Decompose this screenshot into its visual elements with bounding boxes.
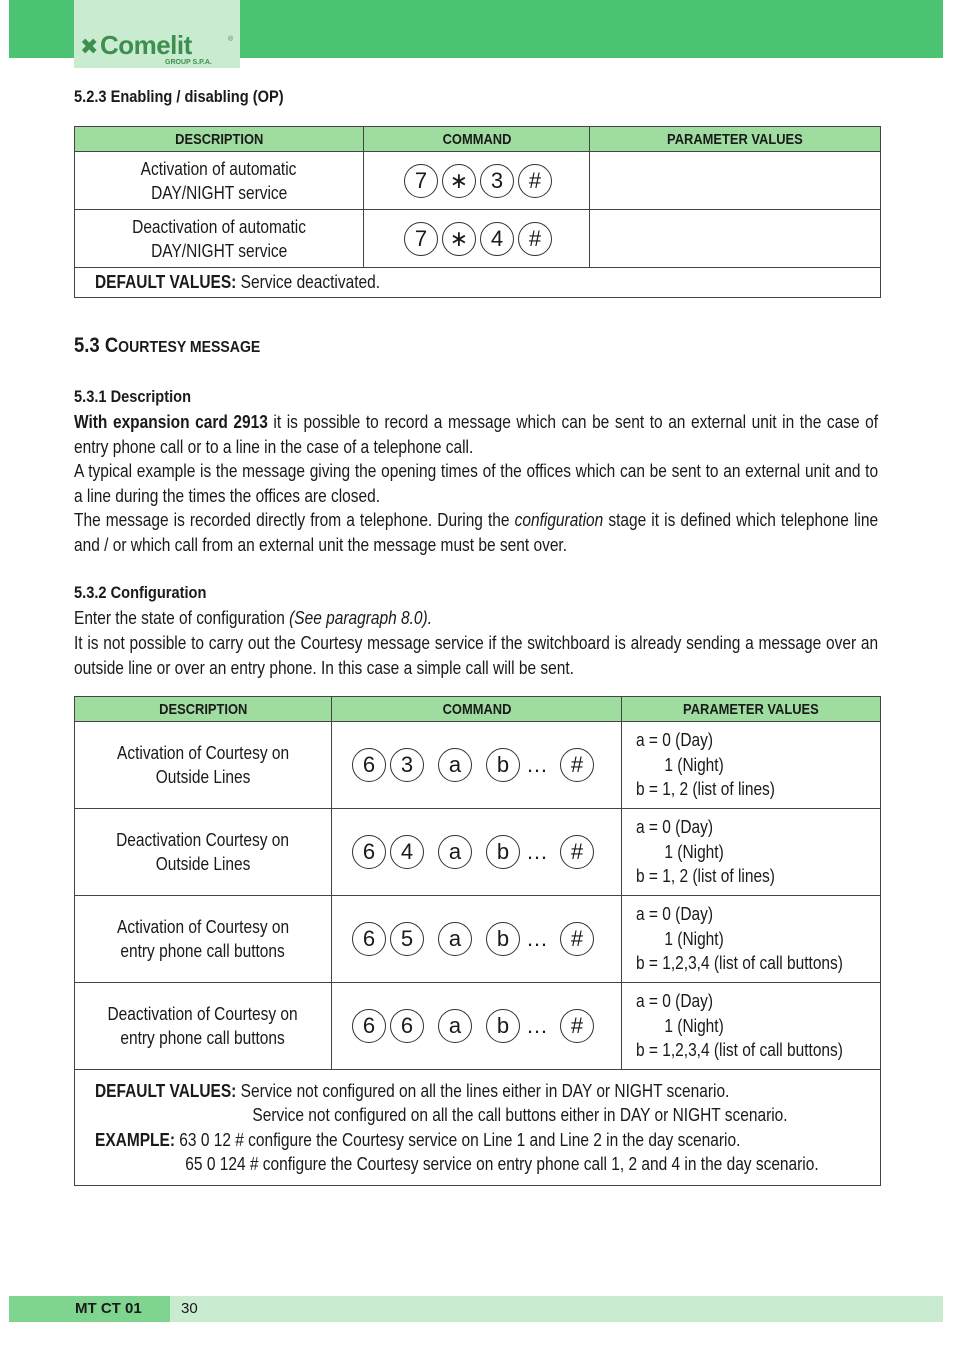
- key-b: b: [486, 922, 520, 956]
- key-a: a: [438, 835, 472, 869]
- col-header-description: DESCRIPTION: [75, 697, 332, 722]
- table-row: [75, 809, 881, 896]
- ellipsis: …: [526, 1013, 548, 1038]
- row-command: [364, 152, 590, 210]
- row-command: [332, 809, 622, 896]
- row-command: [332, 896, 622, 983]
- description-paragraph-3: The message is recorded directly from a telephone. During the configuration stage it is defined which telephone line and / or which call from an external unit the message must be sent over.: [74, 510, 879, 555]
- key-7: 7: [404, 222, 438, 256]
- row-description: Deactivation of Courtesy on entry phone call buttons: [75, 983, 332, 1070]
- default-values-row: [75, 268, 881, 298]
- row-command: [364, 210, 590, 268]
- table-row: [75, 210, 881, 268]
- section-532-title: 5.3.2 Configuration: [74, 583, 207, 602]
- row-description: Activation of automatic DAY/NIGHT service: [75, 152, 364, 210]
- configuration-paragraph-1: Enter the state of configuration (See paragraph 8.0).: [74, 608, 433, 628]
- op-command-table: [74, 126, 881, 298]
- key-a: a: [438, 1009, 472, 1043]
- ellipsis: …: [526, 839, 548, 864]
- row-parameters: a = 0 (Day) 1 (Night) b = 1,2,3,4 (list of call buttons): [622, 896, 881, 983]
- row-parameters: [590, 152, 881, 210]
- table-row: [75, 896, 881, 983]
- key-7: 7: [404, 164, 438, 198]
- table-row: [75, 983, 881, 1070]
- comelit-logo: ✖Comelit: [80, 30, 192, 60]
- table-row: [75, 722, 881, 809]
- key-hash: #: [560, 835, 594, 869]
- row-parameters: [590, 210, 881, 268]
- row-parameters: a = 0 (Day) 1 (Night) b = 1,2,3,4 (list of call buttons): [622, 983, 881, 1070]
- key-hash: #: [560, 1009, 594, 1043]
- key-3: 3: [390, 748, 424, 782]
- logo-mark-icon: ✖: [80, 34, 98, 59]
- col-header-description: DESCRIPTION: [75, 127, 364, 152]
- key-6: 6: [352, 922, 386, 956]
- col-header-command: COMMAND: [364, 127, 590, 152]
- row-description: Deactivation Courtesy on Outside Lines: [75, 809, 332, 896]
- ellipsis: …: [526, 926, 548, 951]
- key-6: 6: [390, 1009, 424, 1043]
- key-b: b: [486, 1009, 520, 1043]
- key-b: b: [486, 835, 520, 869]
- key-hash: #: [560, 748, 594, 782]
- section-523-title: 5.2.3 Enabling / disabling (OP): [74, 87, 284, 106]
- key-hash: #: [560, 922, 594, 956]
- col-header-parameters: PARAMETER VALUES: [590, 127, 881, 152]
- key-star-icon: ∗: [442, 164, 476, 198]
- row-parameters: a = 0 (Day) 1 (Night) b = 1, 2 (list of lines): [622, 809, 881, 896]
- courtesy-command-table: [74, 696, 881, 1186]
- key-6: 6: [352, 835, 386, 869]
- row-description: Activation of Courtesy on entry phone call buttons: [75, 896, 332, 983]
- section-53-title: 5.3 COURTESY MESSAGE: [74, 334, 261, 357]
- table-row: [75, 152, 881, 210]
- col-header-command: COMMAND: [332, 697, 622, 722]
- row-parameters: a = 0 (Day) 1 (Night) b = 1, 2 (list of lines): [622, 722, 881, 809]
- key-star-icon: ∗: [442, 222, 476, 256]
- key-hash: #: [518, 222, 552, 256]
- default-values: DEFAULT VALUES: Service deactivated.: [75, 268, 881, 298]
- key-5: 5: [390, 922, 424, 956]
- page-number: 30: [181, 1300, 198, 1317]
- key-b: b: [486, 748, 520, 782]
- default-and-example: DEFAULT VALUES: Service not configured on all the lines either in DAY or NIGHT scenario. Service not configured on all the call buttons either in DAY or NIGHT scenario. EXAMPLE: 63 0 12 # configure the Courtesy service on Line 1 and Line 2 in the day scenario. 65 0 124 # configure the Courtesy service on entry phone call 1, 2 and 4 in the day scenario.: [75, 1070, 881, 1186]
- section-531-title: 5.3.1 Description: [74, 387, 192, 406]
- row-command: [332, 983, 622, 1070]
- col-header-parameters: PARAMETER VALUES: [622, 697, 881, 722]
- key-hash: #: [518, 164, 552, 198]
- configuration-paragraph-2: It is not possible to carry out the Courtesy message service if the switchboard is already sending a message over an outside line or over an entry phone. In this case a simple call will be sent.: [74, 633, 879, 678]
- key-3: 3: [480, 164, 514, 198]
- description-paragraph-1: With expansion card 2913 it is possible to record a message which can be sent to an external unit in the case of entry phone call or to a line in the case of a telephone call.: [74, 412, 879, 457]
- row-description: Activation of Courtesy on Outside Lines: [75, 722, 332, 809]
- logo-registered: ®: [228, 36, 234, 43]
- description-paragraph-2: A typical example is the message giving the opening times of the offices which can be sent to an external unit and to a line during the times the offices are closed.: [74, 461, 879, 506]
- key-4: 4: [390, 835, 424, 869]
- ellipsis: …: [526, 752, 548, 777]
- key-6: 6: [352, 748, 386, 782]
- key-4: 4: [480, 222, 514, 256]
- logo-subtitle: GROUP S.P.A.: [165, 59, 212, 66]
- key-a: a: [438, 748, 472, 782]
- row-description: Deactivation of automatic DAY/NIGHT service: [75, 210, 364, 268]
- default-values-row: [75, 1070, 881, 1186]
- document-code: MT CT 01: [75, 1300, 142, 1317]
- key-a: a: [438, 922, 472, 956]
- row-command: [332, 722, 622, 809]
- key-6: 6: [352, 1009, 386, 1043]
